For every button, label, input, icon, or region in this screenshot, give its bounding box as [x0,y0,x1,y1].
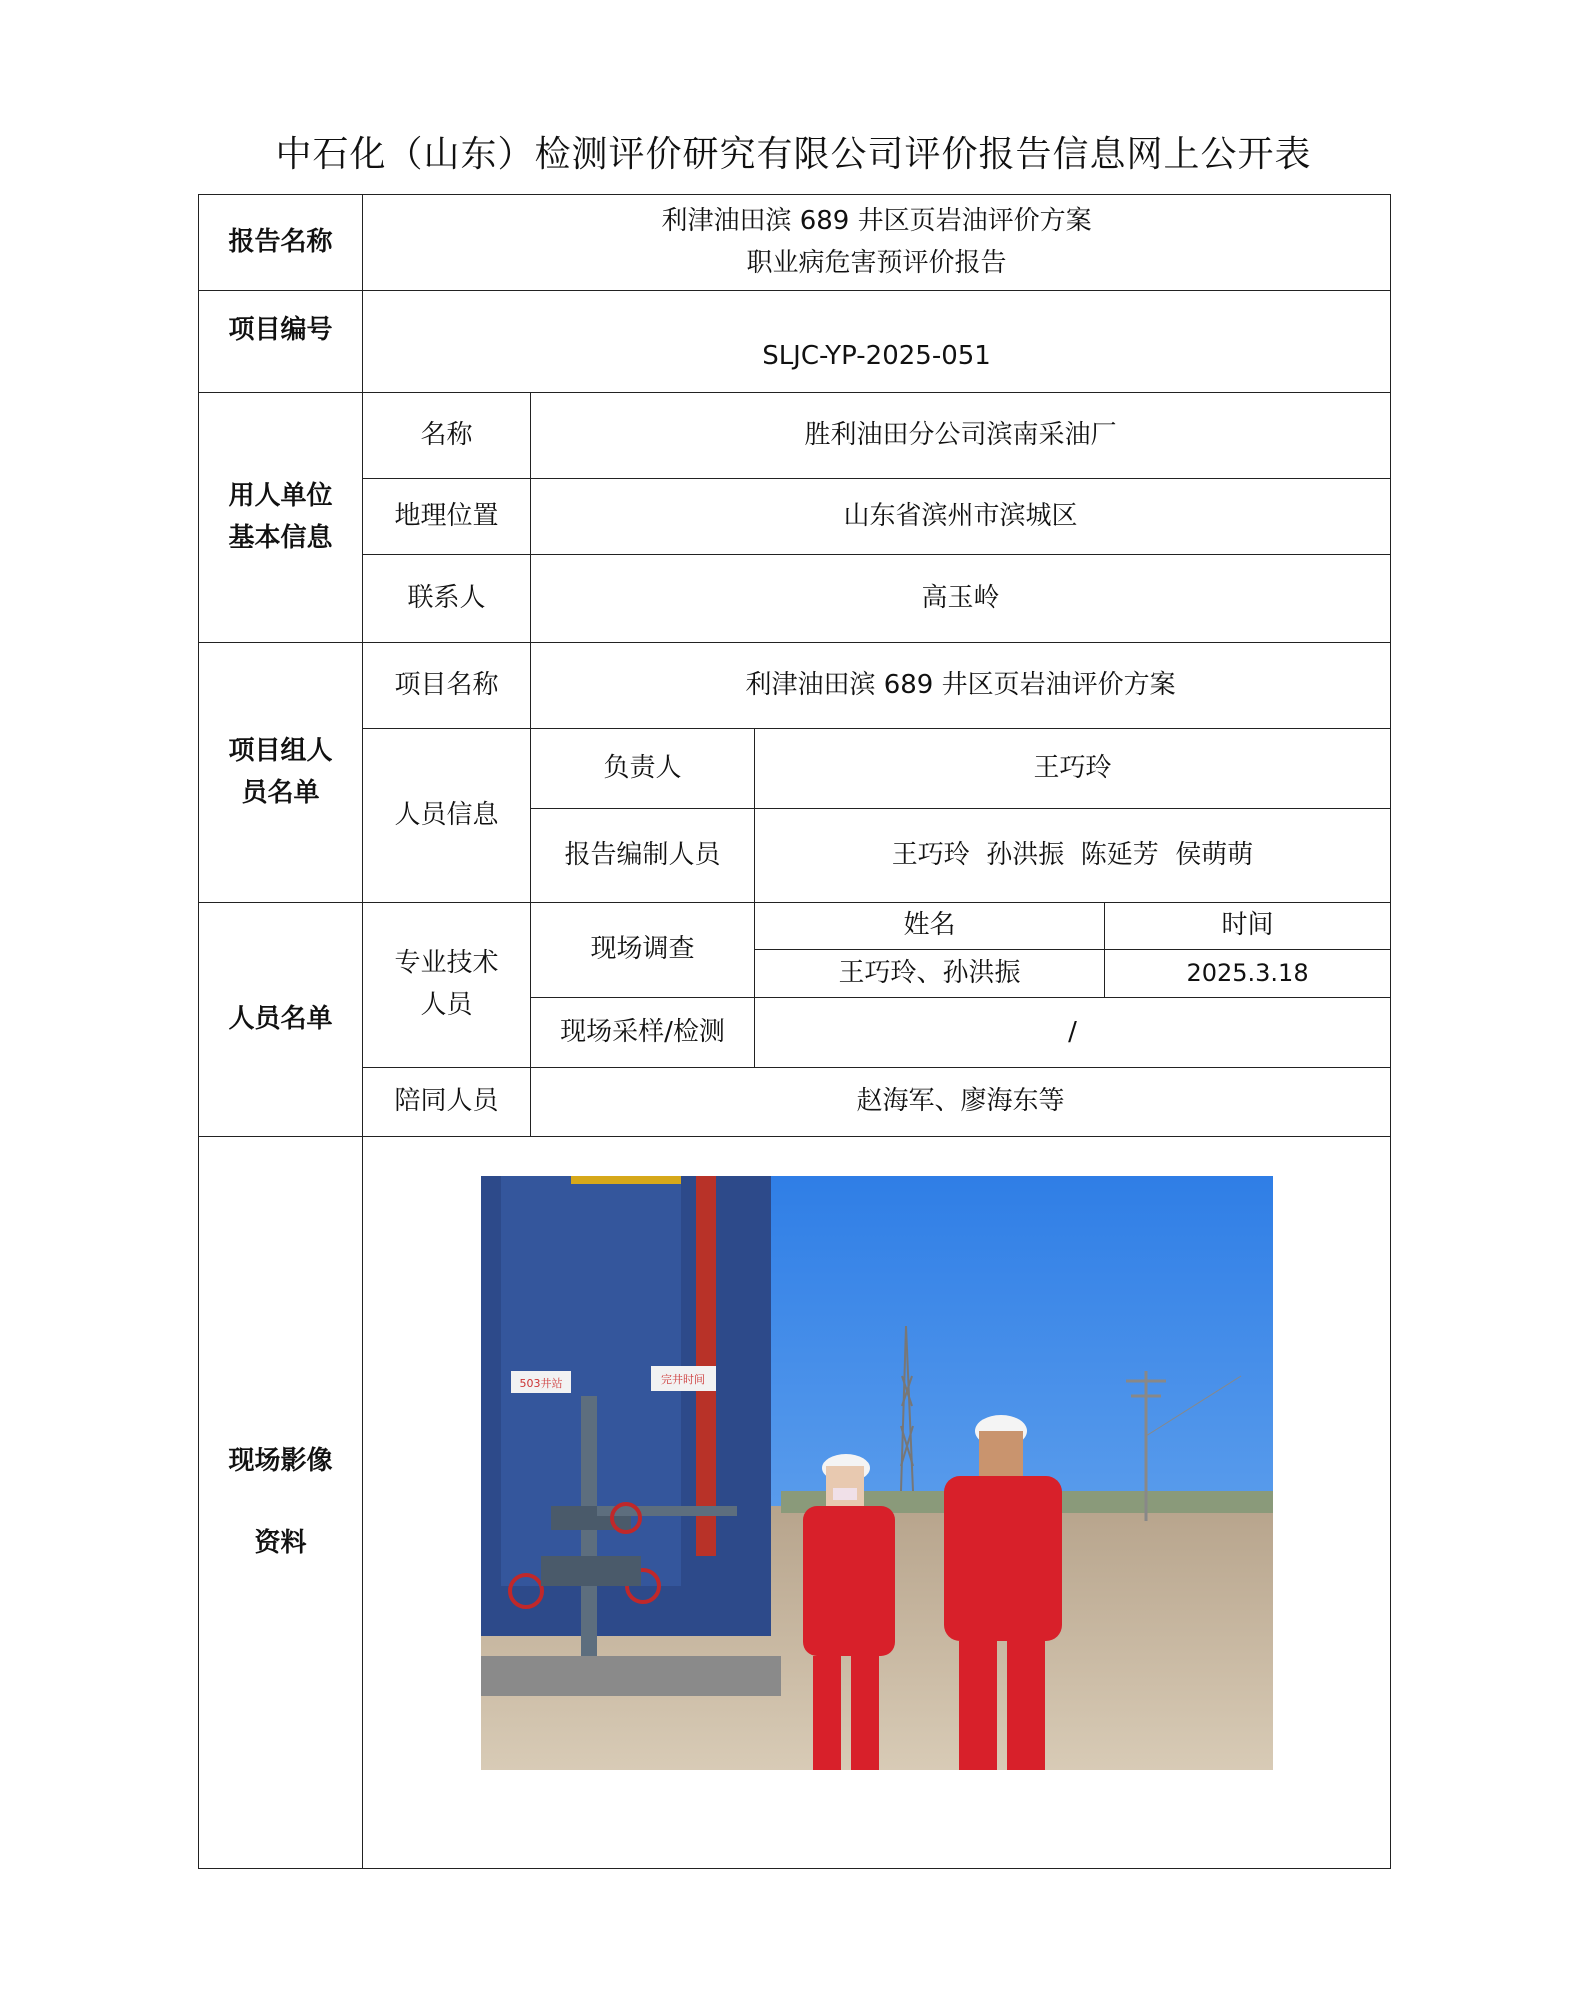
employer-contact-value: 高玉岭 [531,555,1391,643]
employer-name-value: 胜利油田分公司滨南采油厂 [531,393,1391,479]
team-label-line1: 项目组人 [228,735,333,766]
team-authors-value: 王巧玲 孙洪振 陈延芳 侯萌萌 [755,809,1391,903]
photo-sign-right-text: 完井时间 [660,1372,705,1386]
report-name-line1: 利津油田滨 689 井区页岩油评价方案 [661,205,1092,236]
row-employer-name [199,393,1391,479]
staff-name-col-header: 姓名 [755,903,1105,950]
row-photo [199,1137,1391,1869]
team-lead-value: 王巧玲 [755,729,1391,809]
staff-tech-label [363,903,531,1068]
photo-wrap [363,1176,1390,1830]
staff-survey-label: 现场调查 [531,903,755,998]
staff-sampling-label: 现场采样/检测 [531,998,755,1068]
staff-label: 人员名单 [199,903,363,1137]
team-label [199,643,363,903]
photo-sign-left-text: 503井站 [519,1376,563,1390]
photo-label-line2: 资料 [254,1527,307,1558]
row-team-lead [199,729,1391,809]
team-project-value: 利津油田滨 689 井区页岩油评价方案 [531,643,1391,729]
staff-survey-date: 2025.3.18 [1105,950,1391,998]
row-employer-location [199,479,1391,555]
photo-section-label [199,1137,363,1869]
row-team-project [199,643,1391,729]
staff-sampling-value: / [755,998,1391,1068]
team-project-label: 项目名称 [363,643,531,729]
team-lead-label: 负责人 [531,729,755,809]
photo-cell [363,1137,1391,1869]
row-staff-escort [199,1068,1391,1137]
staff-escort-value: 赵海军、廖海东等 [531,1068,1391,1137]
pump-jack-yellow-bar [571,1176,681,1184]
staff-survey-names: 王巧玲、孙洪振 [755,950,1105,998]
photo-label-line1: 现场影像 [228,1445,333,1476]
row-employer-contact [199,555,1391,643]
employer-label-line1: 用人单位 [228,480,333,511]
employer-contact-label: 联系人 [363,555,531,643]
employer-label [199,393,363,643]
employer-label-line2: 基本信息 [228,522,333,553]
report-name-label: 报告名称 [199,195,363,291]
row-project-no [199,291,1391,393]
report-name-value [363,195,1391,291]
staff-escort-label: 陪同人员 [363,1068,531,1137]
project-no-label: 项目编号 [199,291,363,393]
employer-name-label: 名称 [363,393,531,479]
site-photo [481,1176,1273,1770]
project-no-value: SLJC-YP-2025-051 [363,291,1391,393]
row-report-name [199,195,1391,291]
row-staff-survey-head [199,903,1391,950]
team-authors-label: 报告编制人员 [531,809,755,903]
staff-tech-line2: 人员 [420,990,473,1020]
staff-time-col-header: 时间 [1105,903,1391,950]
report-name-line2: 职业病危害预评价报告 [746,247,1007,278]
employer-location-value: 山东省滨州市滨城区 [531,479,1391,555]
disclosure-table [198,194,1391,1869]
staff-tech-line1: 专业技术 [394,948,499,979]
employer-location-label: 地理位置 [363,479,531,555]
team-label-line2: 员名单 [241,777,320,808]
page-title: 中石化（山东）检测评价研究有限公司评价报告信息网上公开表 [275,134,1312,175]
team-info-label: 人员信息 [363,729,531,903]
